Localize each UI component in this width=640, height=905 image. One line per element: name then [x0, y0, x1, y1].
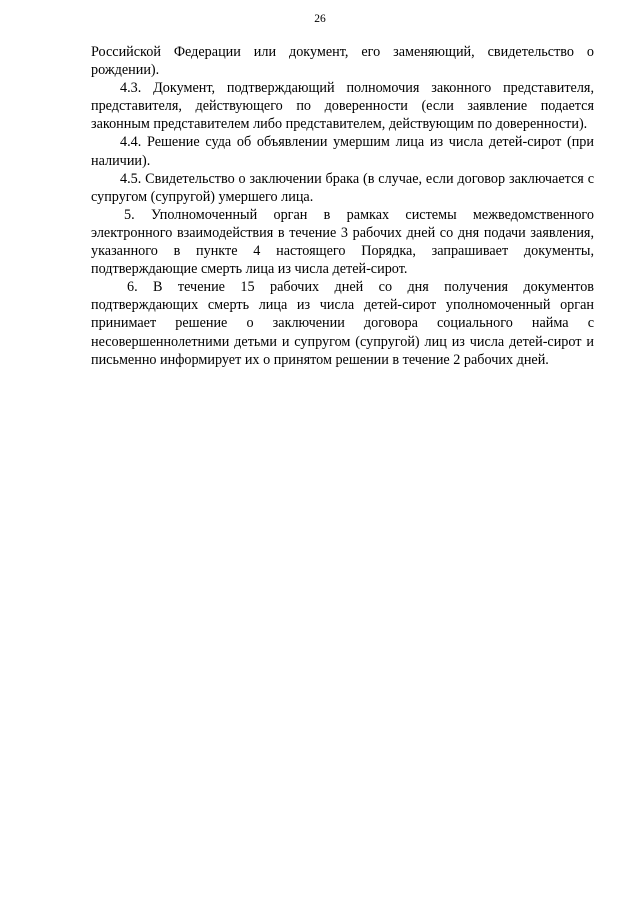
paragraph-5: 5. Уполномоченный орган в рамках системы межведомственного электронного взаимодействия в течение 3 рабочих дней со дня подачи заявления, указанного в пункте 4 настоящего Порядка, запрашивает документы, подтверждающие смерть лица из числа детей-сирот. [91, 206, 594, 278]
paragraph-4-5: 4.5. Свидетельство о заключении брака (в случае, если договор заключается с супругом (супругой) умершего лица. [91, 170, 594, 205]
paragraph-4-4: 4.4. Решение суда об объявлении умершим лица из числа детей-сирот (при наличии). [91, 134, 594, 169]
page-number: 26 [314, 13, 326, 25]
paragraph-continuation: Российской Федерации или документ, его заменяющий, свидетельство о рождении). [91, 44, 594, 79]
document-body [91, 43, 594, 369]
paragraph-4-3: 4.3. Документ, подтверждающий полномочия законного представителя, представителя, действующего по доверенности (если заявление подается законным представителем либо представителем, действующим по доверенности). [91, 80, 594, 133]
paragraph-6: 6. В течение 15 рабочих дней со дня получения документов подтверждающих смерть лица из числа детей-сирот уполномоченный орган принимает решение о заключении договора социального найма с несовершеннолетними детьми и супругом (супругой) лиц из числа детей-сирот и письменно информирует их о принятом решении в течение 2 рабочих дней. [91, 279, 594, 368]
